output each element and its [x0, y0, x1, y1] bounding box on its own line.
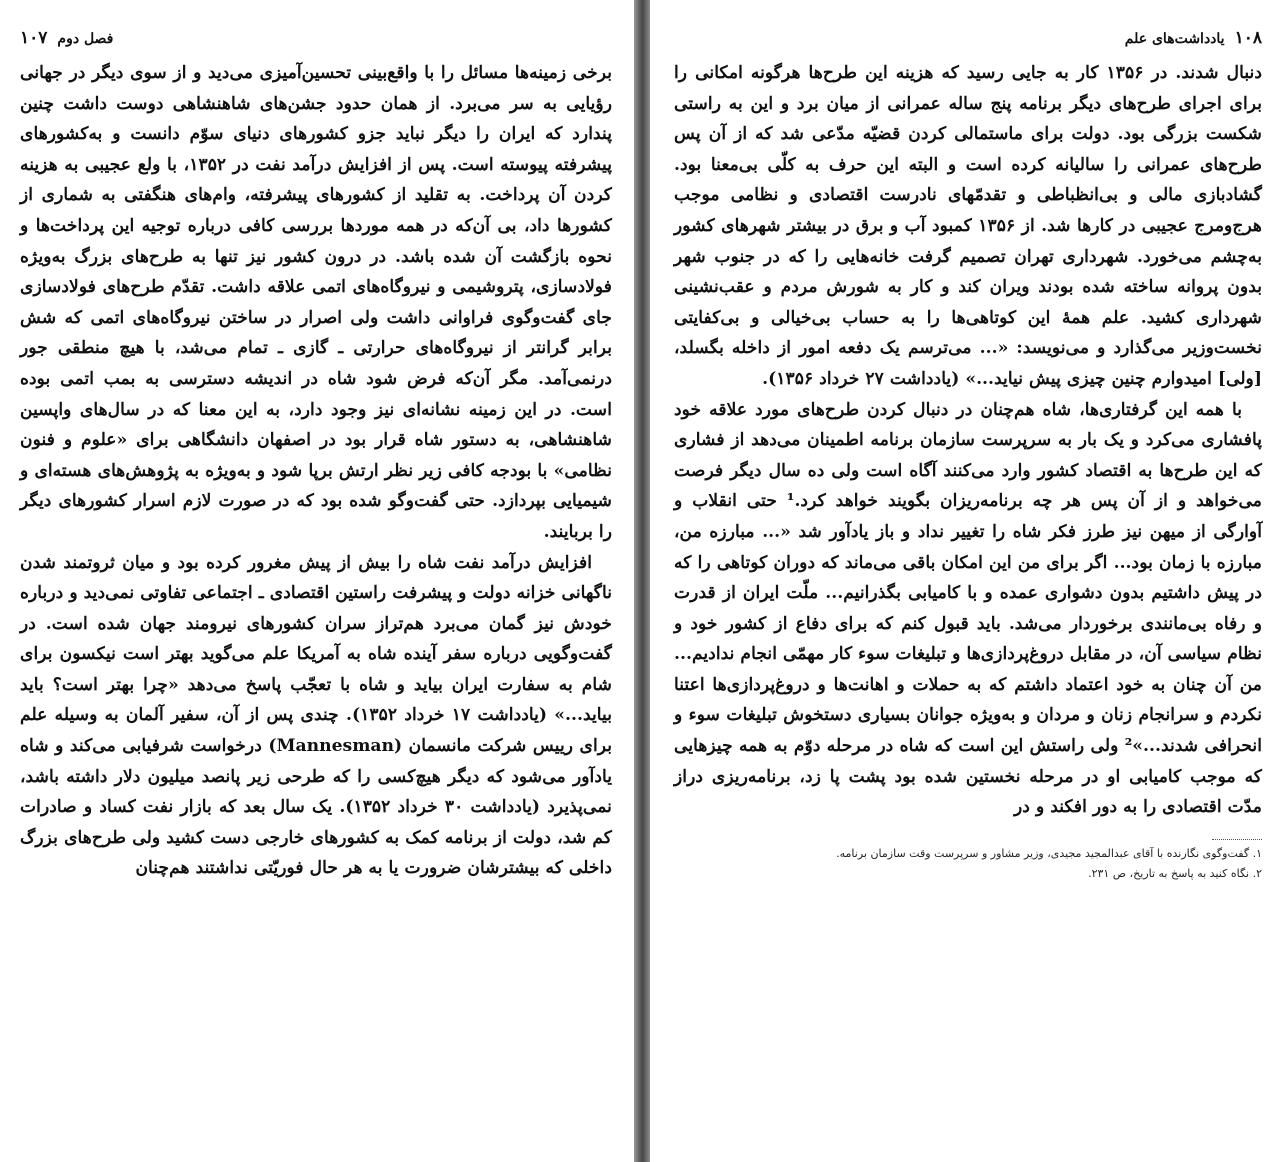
chapter-title: فصل دوم: [57, 31, 114, 47]
running-head-right: [674, 28, 1262, 52]
running-head-left: [20, 28, 612, 52]
left-body-text: [20, 58, 612, 884]
paragraph: با همه این گرفتاری‌ها، شاه هم‌چنان در دنبال کردن طرح‌های مورد علاقه خود پافشاری می‌کرد و یک بار به سرپرست سازمان برنامه اطمینان می‌دهد از فشاری که این طرح‌ها به اقتصاد کشور وارد می‌کنند آگاه است ولی ده سال دیگر فرصت می‌خواهد و از آن پس هر چه برنامه‌ریزان بگویند خواهد کرد.¹ حتی انقلاب و آوارگی از میهن نیز طرز فکر شاه را تغییر نداد و باز یادآور شد «... مبارزه من، مبارزه با زمان بود... اگر برای من این امکان باقی می‌ماند که دوران کوتاهی را که در پیش داشتیم بدون دشواری عمده و با کامیابی بگذرانیم... ملّت ایران از قدرت و رفاه بی‌مانندی برخوردار می‌شد. باید قبول کنم که برای دفاع از کشور خود و نظام سیاسی آن، در مقابل دروغ‌پردازی‌ها و تبلیغات سوء کار مهمّی انجام ندادیم... من آن چنان به خود اعتماد داشتم که به حملات و اهانت‌ها و دروغ‌پردازی‌ها اعتنا نکردم و سرانجام زنان و مردان و به‌ویژه جوانان بسیاری دستخوش تبلیغات سوء و انحرافی شدند...»² ولی راستش این است که شاه در مرحله دوّم به همه چیزهایی که موجب کامیابی او در مرحله نخستین شده بود پشت پا زد، برنامه‌ریزی دراز مدّت اقتصادی را به دور افکند و در: [674, 399, 1263, 818]
footnote: ۲. نگاه کنید به پاسخ به تاریخ، ص ۲۳۱.: [1088, 866, 1262, 880]
book-title: یادداشت‌های علم: [1124, 31, 1225, 47]
right-body-text: [674, 58, 1262, 823]
page-number: ۱۰۸: [1234, 28, 1262, 48]
paragraph: افزایش درآمد نفت شاه را بیش از پیش مغرور کرده بود و میان ثروتمند شدن ناگهانی خزانه دولت و پیشرفت راستین اقتصادی ـ اجتماعی تفاوتی نمی‌دید و درباره خودش نیز گمان می‌برد هم‌تراز سران کشورهای نیرومند جهان شده است. در گفت‌وگویی درباره سفر آینده شاه به آمریکا علم می‌گوید بهتر است نیکسون برای شام به سفارت ایران بیاید و شاه با تعجّب پاسخ می‌دهد «چرا بهتر است؟ باید بیاید...» (یادداشت ۱۷ خرداد ۱۳۵۲). چندی پس از آن، سفیر آلمان به وسیله علم برای رییس شرکت مانسمان (Mannesman) درخواست شرفیابی می‌کند و شاه یادآور می‌شود که دیگر هیچ‌کسی را که طرحی زیر پانصد میلیون دلار داشته باشد، نمی‌پذیرد (یادداشت ۳۰ خرداد ۱۳۵۲). یک سال بعد که بازار نفت کساد و صادرات کم شد، دولت از برنامه کمک به کشورهای خارجی دست کشید ولی طرح‌های بزرگ داخلی که بیشترشان ضرورت یا به هر حال فوریّتی نداشتند هم‌چنان: [20, 552, 613, 879]
page-number: ۱۰۷: [20, 28, 48, 48]
footnote: ۱. گفت‌وگوی نگارنده با آقای عبدالمجید مجیدی، وزیر مشاور و سرپرست وقت سازمان برنامه.: [836, 846, 1262, 860]
paragraph: دنبال شدند. در ۱۳۵۶ کار به جایی رسید که هزینه این طرح‌ها هرگونه امکانی را برای اجرای طرح‌های دیگر برنامه پنج ساله عمرانی از میان برد و این به راستی شکست بزرگی بود. دولت برای ماستمالی کردن قضیّه مدّعی شد که از آن پس طرح‌های عمرانی را سالیانه کرده است و البته این حرف به کلّی بی‌معنا بود. گشادبازی مالی و بی‌انظباطی و تقدمّهای نادرست اقتصادی و نظامی موجب هرج‌ومرج عجیبی در کارها شد. از ۱۳۵۶ کمبود آب و برق در بیشتر شهرهای کشور به‌چشم می‌خورد. شهرداری تهران تصمیم گرفت خانه‌هایی را که در جنوب شهر بدون پروانه ساخته شده بودند ویران کند و کار به شورش مردم و عقب‌نشینی شهرداری کشید. علم همهٔ این کوتاهی‌ها را به حساب بی‌خیالی و بی‌کفایتی نخست‌وزیر می‌گذارد و می‌نویسد: «... می‌ترسم یک دفعه امور از داخله بگسلد، [ولی] امیدوارم چنین چیزی پیش نیاید...» (یادداشت ۲۷ خرداد ۱۳۵۶).: [674, 63, 1262, 389]
footnotes: [674, 844, 1262, 884]
left-page: [0, 0, 634, 1162]
header-group-left: [20, 28, 113, 48]
footnote-divider: [1212, 839, 1262, 840]
book-gutter: [634, 0, 650, 1162]
right-page: [650, 0, 1284, 1162]
paragraph: برخی زمینه‌ها مسائل را با واقع‌بینی تحسین‌آمیزی می‌دید و از سوی دیگر در جهانی رؤیایی به سر می‌برد. از همان حدود جشن‌های شاهنشاهی دوست داشت چنین پندارد که ایران را دیگر نباید جزو کشورهای دنیای سوّم دانست و به‌کشورهای پیشرفته پیوسته است. پس از افزایش درآمد نفت در ۱۳۵۲، با ولع عجیبی به هزینه کردن آن پرداخت. به تقلید از کشورهای پیشرفته، وام‌های هنگفتی به شماری از کشورها داد، بی آن‌که در همه موردها بررسی کافی درباره توجیه این پرداخت‌ها و نحوه بازگشت آن شده باشد. در درون کشور نیز تنها به طرح‌های بزرگ به‌ویژه فولادسازی، پتروشیمی و نیروگاه‌های اتمی علاقه داشت. تقدّم طرح‌های فولادسازی جای گفت‌وگوی فراوانی داشت ولی اصرار در ساختن نیروگاه‌های اتمی که شش برابر گرانتر از نیروگاه‌های حرارتی ـ گازی ـ تمام می‌شد، با هیچ منطقی جور درنمی‌آمد. مگر آن‌که فرض شود شاه در اندیشه دسترسی به بمب اتمی بوده است. در این زمینه نشانه‌ای نیز وجود دارد، به این معنا که در سال‌های واپسین شاهنشاهی، به دستور شاه قرار بود در اصفهان دانشگاهی برای «علوم و فنون نظامی» با بودجه کافی زیر نظر ارتش برپا شود و به‌ویژه به پژوهش‌های هسته‌ای و شیمیایی بپردازد. حتی گفت‌وگو شده بود که در صورت لازم اسرار کشورهای دیگر را بربایند.: [20, 63, 612, 542]
header-group-right: [1125, 28, 1262, 48]
